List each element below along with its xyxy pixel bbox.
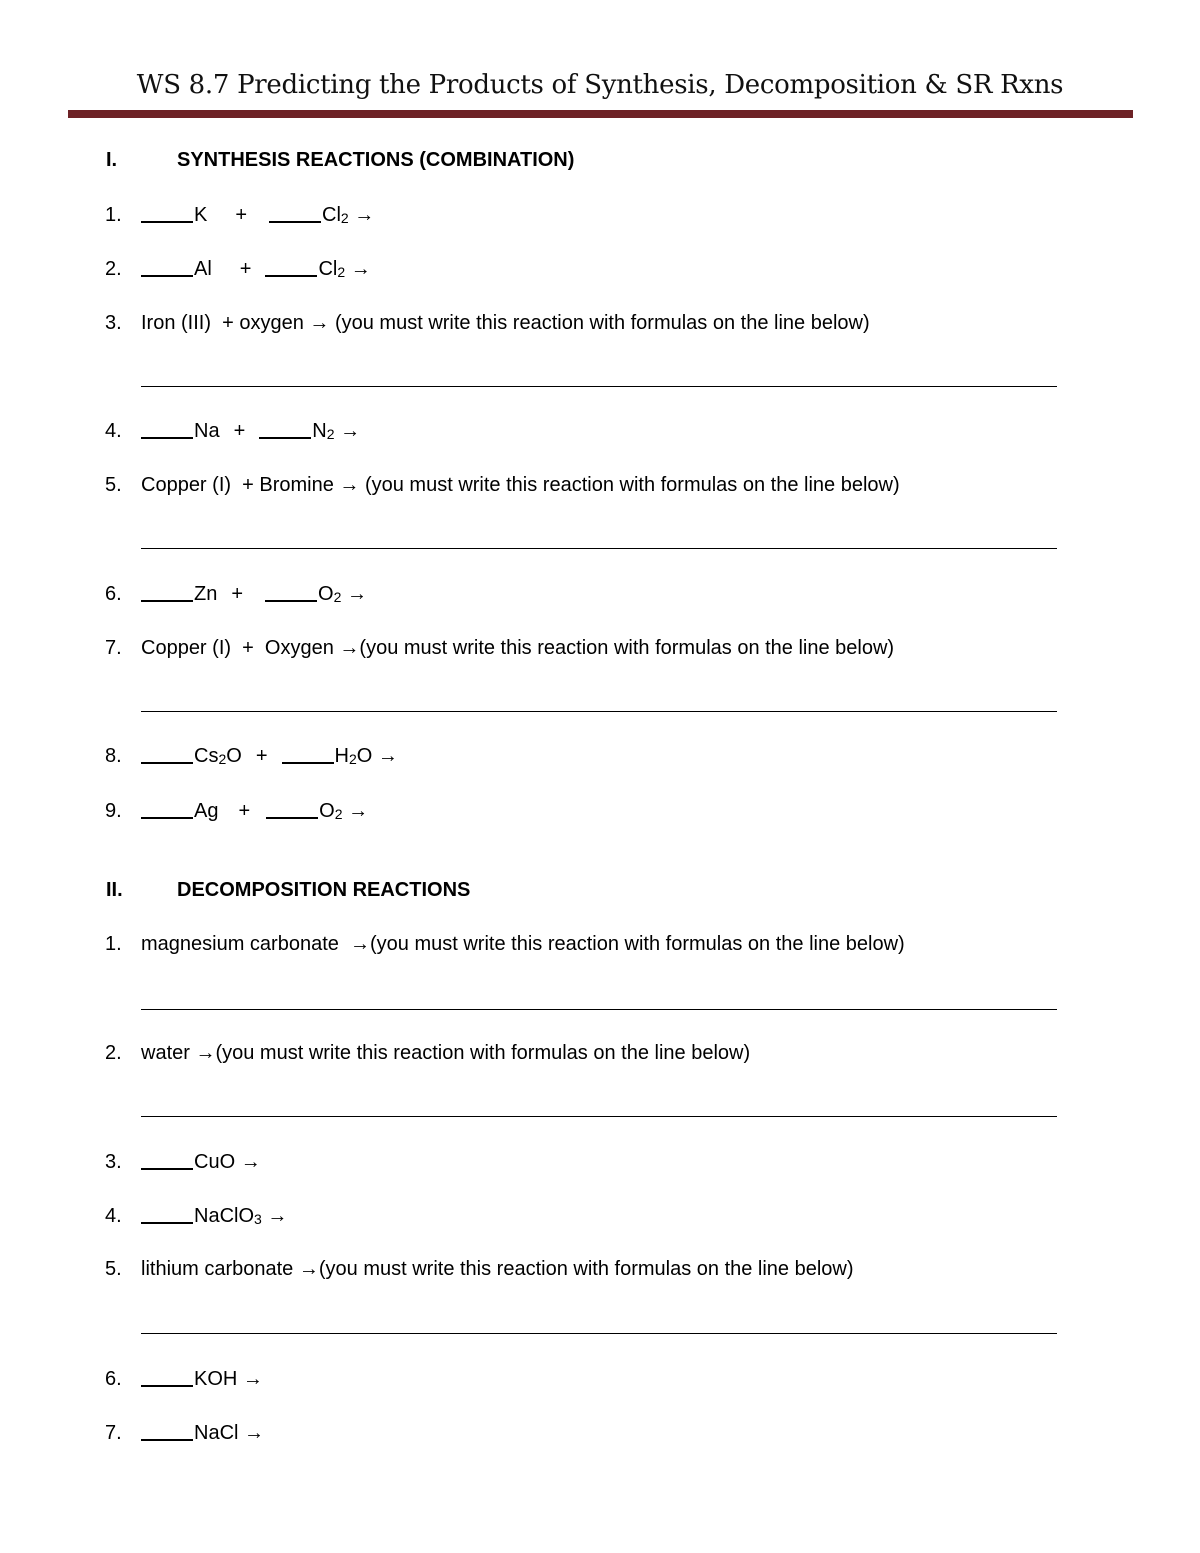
question-synthesis-9: 9. $Ag + O_2$ → — [105, 800, 369, 822]
arrow-icon: → — [346, 583, 367, 605]
coefficient-blank[interactable] — [265, 582, 317, 602]
arrow-icon: → — [242, 1368, 263, 1390]
section-title: SYNTHESIS REACTIONS (COMBINATION) — [177, 149, 575, 171]
arrow-icon: → — [340, 420, 361, 442]
coefficient-blank[interactable] — [141, 419, 193, 439]
question-synthesis-4: 4. $Na + N_2$ → — [105, 420, 361, 442]
question-synthesis-7: 7. Copper (I) + Oxygen →(you must write this reaction with formulas on the line below) — [105, 637, 895, 659]
coefficient-blank[interactable] — [141, 257, 193, 277]
coefficient-blank[interactable] — [141, 1367, 193, 1387]
answer-line[interactable] — [141, 1333, 1057, 1334]
coefficient-blank[interactable] — [141, 1150, 193, 1170]
coefficient-blank[interactable] — [141, 799, 193, 819]
question-synthesis-5: 5. Copper (I) + Bromine → (you must write this reaction with formulas on the line below) — [105, 474, 900, 496]
coefficient-blank[interactable] — [141, 744, 193, 764]
answer-line[interactable] — [141, 711, 1057, 712]
question-decomposition-1: 1. magnesium carbonate →(you must write this reaction with formulas on the line below) — [105, 933, 905, 955]
question-decomposition-4: 4. NaClO$_3$ → — [105, 1205, 288, 1227]
arrow-icon: → — [244, 1422, 265, 1444]
coefficient-blank[interactable] — [269, 203, 321, 223]
section-heading-decomposition — [106, 879, 470, 902]
answer-line[interactable] — [141, 1116, 1057, 1117]
coefficient-blank[interactable] — [259, 419, 311, 439]
coefficient-blank[interactable] — [141, 1421, 193, 1441]
coefficient-blank[interactable] — [265, 257, 317, 277]
question-synthesis-1: 1. $K + Cl_2$ → — [105, 204, 375, 226]
coefficient-blank[interactable] — [266, 799, 318, 819]
question-decomposition-2: 2. water →(you must write this reaction with formulas on the line below) — [105, 1042, 751, 1064]
answer-line[interactable] — [141, 1009, 1057, 1010]
arrow-icon: → — [267, 1205, 288, 1227]
coefficient-blank[interactable] — [141, 1204, 193, 1224]
question-decomposition-6: 6. KOH → — [105, 1368, 263, 1390]
answer-line[interactable] — [141, 386, 1057, 387]
coefficient-blank[interactable] — [141, 582, 193, 602]
question-decomposition-3: 3. CuO → — [105, 1151, 261, 1173]
question-synthesis-8: 8. $Cs_2O + H_2O$ → — [105, 745, 398, 767]
question-synthesis-6: 6. $Zn + O_2$ → — [105, 583, 367, 605]
coefficient-blank[interactable] — [141, 203, 193, 223]
answer-line[interactable] — [141, 548, 1057, 549]
question-decomposition-7: 7. NaCl → — [105, 1422, 265, 1444]
section-numeral: II. — [106, 879, 123, 901]
question-synthesis-3: 3. Iron (III) + oxygen → (you must write this reaction with formulas on the line below) — [105, 312, 870, 334]
question-decomposition-5: 5. lithium carbonate →(you must write this reaction with formulas on the line below) — [105, 1258, 854, 1280]
worksheet-title: WS 8.7 Predicting the Products of Synthesis, Decomposition & SR Rxns — [136, 70, 1064, 100]
section-heading-synthesis — [106, 149, 574, 172]
arrow-icon: → — [240, 1151, 261, 1173]
question-synthesis-2: 2. $Al + Cl_2$ → — [105, 258, 371, 280]
arrow-icon: → — [354, 204, 375, 226]
arrow-icon: → — [348, 800, 369, 822]
section-title: DECOMPOSITION REACTIONS — [177, 879, 471, 901]
title-rule — [68, 110, 1133, 118]
coefficient-blank[interactable] — [282, 744, 334, 764]
arrow-icon: → — [350, 258, 371, 280]
section-numeral: I. — [106, 149, 118, 171]
arrow-icon: → — [377, 745, 398, 767]
